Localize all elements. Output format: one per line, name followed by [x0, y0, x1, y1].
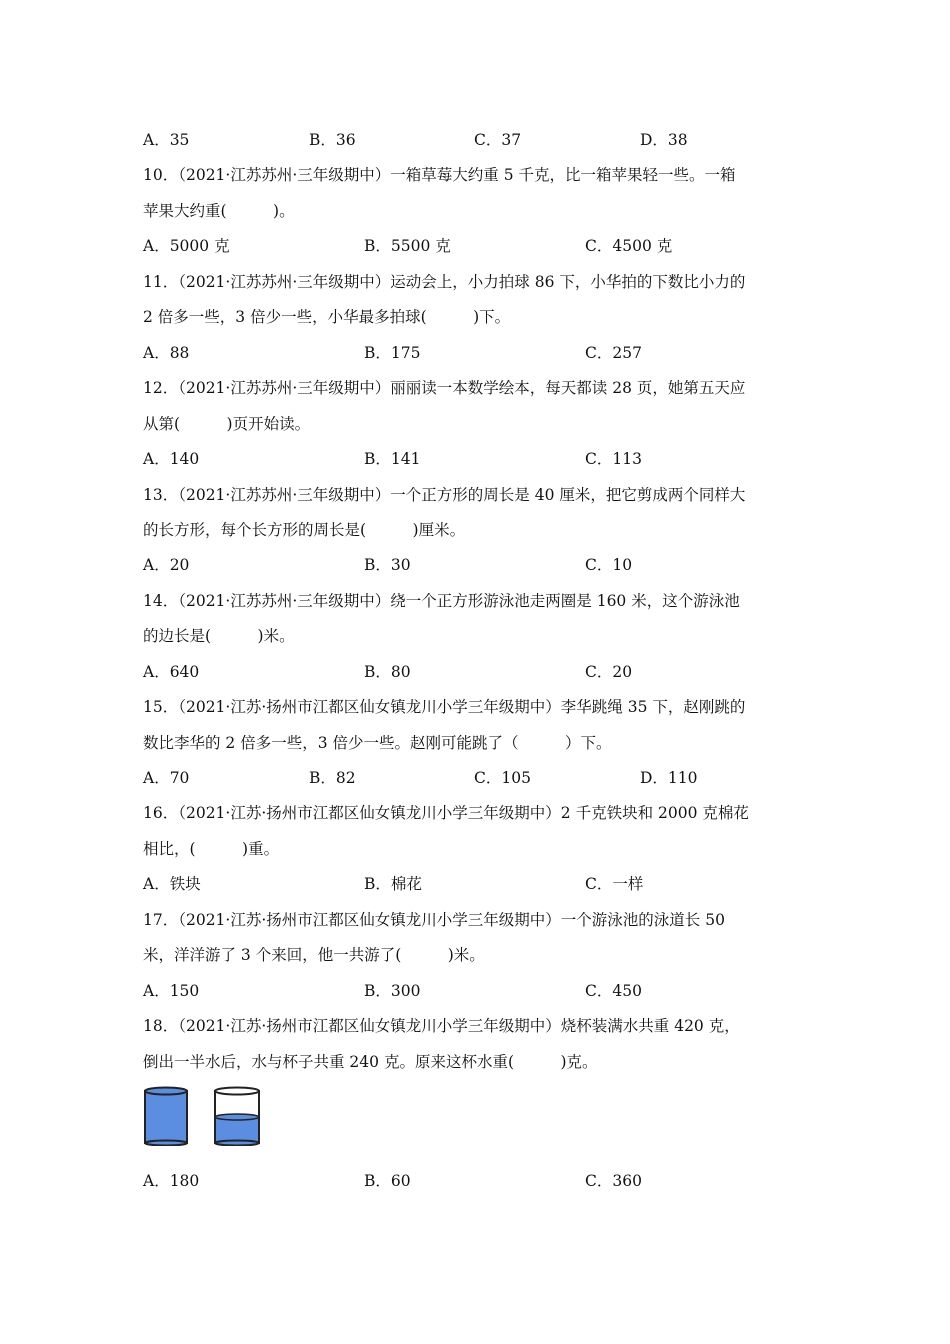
q15-option-b[interactable]: B．82	[309, 769, 356, 787]
q12-option-a[interactable]: A．140	[143, 450, 200, 468]
q12-option-b[interactable]: B．141	[364, 450, 421, 468]
q18-option-a[interactable]: A．180	[143, 1172, 200, 1190]
q9-option-b[interactable]: B．36	[309, 131, 356, 149]
full-beaker-image	[145, 1088, 187, 1146]
q18-text-line2: 倒出一半水后，水与杯子共重 240 克。原来这杯水重( )克。	[143, 1053, 598, 1071]
q16-option-a[interactable]: A．铁块	[143, 875, 201, 893]
q13-text-line2: 的长方形，每个长方形的周长是( )厘米。	[143, 521, 466, 539]
q15-text-line1: 15．（2021·江苏·扬州市江都区仙女镇龙川小学三年级期中）李华跳绳 35 下，赵刚跳的	[143, 698, 746, 716]
q17-option-b[interactable]: B．300	[364, 982, 421, 1000]
q15-option-c[interactable]: C．105	[474, 769, 531, 787]
q10-option-a[interactable]: A．5000 克	[143, 237, 230, 255]
q13-option-b[interactable]: B．30	[364, 556, 411, 574]
q18-option-b[interactable]: B．60	[364, 1172, 411, 1190]
q16-text-line1: 16．（2021·江苏·扬州市江都区仙女镇龙川小学三年级期中）2 千克铁块和 2000 克棉花	[143, 804, 749, 822]
q17-text-line2: 米，洋洋游了 3 个来回，他一共游了( )米。	[143, 946, 485, 964]
q18-text-line1: 18．（2021·江苏·扬州市江都区仙女镇龙川小学三年级期中）烧杯装满水共重 420 克，	[143, 1017, 740, 1035]
half-beaker-image	[215, 1088, 259, 1146]
q16-option-b[interactable]: B．棉花	[364, 875, 422, 893]
beaker-figure	[143, 1086, 273, 1146]
q14-option-c[interactable]: C．20	[585, 663, 633, 681]
q11-text-line2: 2 倍多一些，3 倍少一些，小华最多拍球( )下。	[143, 308, 511, 326]
q16-option-c[interactable]: C．一样	[585, 875, 644, 893]
q15-options	[143, 766, 823, 788]
q16-text-line2: 相比，( )重。	[143, 840, 280, 858]
q13-options	[143, 553, 823, 575]
q13-text-line1: 13．（2021·江苏苏州·三年级期中）一个正方形的周长是 40 厘米，把它剪成两个同样大	[143, 486, 746, 504]
q18-option-c[interactable]: C．360	[585, 1172, 642, 1190]
q11-option-b[interactable]: B．175	[364, 344, 421, 362]
q14-option-b[interactable]: B．80	[364, 663, 411, 681]
q10-text-line2: 苹果大约重( )。	[143, 202, 295, 220]
q11-option-c[interactable]: C．257	[585, 344, 642, 362]
q9-options	[143, 128, 823, 150]
q9-option-c[interactable]: C．37	[474, 131, 522, 149]
q15-option-a[interactable]: A．70	[143, 769, 190, 787]
q16-options	[143, 872, 823, 894]
q10-options	[143, 234, 823, 256]
q11-text-line1: 11．（2021·江苏苏州·三年级期中）运动会上，小力拍球 86 下，小华拍的下数比小力的	[143, 273, 746, 291]
q17-option-a[interactable]: A．150	[143, 982, 200, 1000]
q15-text-line2: 数比李华的 2 倍多一些，3 倍少一些。赵刚可能跳了（ ）下。	[143, 734, 612, 752]
q12-options	[143, 447, 823, 469]
q13-option-a[interactable]: A．20	[143, 556, 190, 574]
q14-text-line1: 14．（2021·江苏苏州·三年级期中）绕一个正方形游泳池走两圈是 160 米，这个游泳池	[143, 592, 740, 610]
q14-options	[143, 660, 823, 682]
q10-option-c[interactable]: C．4500 克	[585, 237, 673, 255]
q17-option-c[interactable]: C．450	[585, 982, 642, 1000]
q17-options	[143, 979, 823, 1001]
q9-option-d[interactable]: D．38	[640, 131, 688, 149]
q13-option-c[interactable]: C．10	[585, 556, 633, 574]
q12-option-c[interactable]: C．113	[585, 450, 642, 468]
q18-options	[143, 1169, 823, 1191]
q9-option-a[interactable]: A．35	[143, 131, 190, 149]
q11-option-a[interactable]: A．88	[143, 344, 190, 362]
q11-options	[143, 341, 823, 363]
q15-option-d[interactable]: D．110	[640, 769, 698, 787]
q14-text-line2: 的边长是( )米。	[143, 627, 295, 645]
q12-text-line1: 12．（2021·江苏苏州·三年级期中）丽丽读一本数学绘本，每天都读 28 页，她第五天应	[143, 379, 746, 397]
q12-text-line2: 从第( )页开始读。	[143, 415, 311, 433]
q10-text-line1: 10．（2021·江苏苏州·三年级期中）一箱草莓大约重 5 千克，比一箱苹果轻一些。一箱	[143, 166, 736, 184]
q14-option-a[interactable]: A．640	[143, 663, 200, 681]
q10-option-b[interactable]: B．5500 克	[364, 237, 451, 255]
q17-text-line1: 17．（2021·江苏·扬州市江都区仙女镇龙川小学三年级期中）一个游泳池的泳道长 50	[143, 911, 725, 929]
